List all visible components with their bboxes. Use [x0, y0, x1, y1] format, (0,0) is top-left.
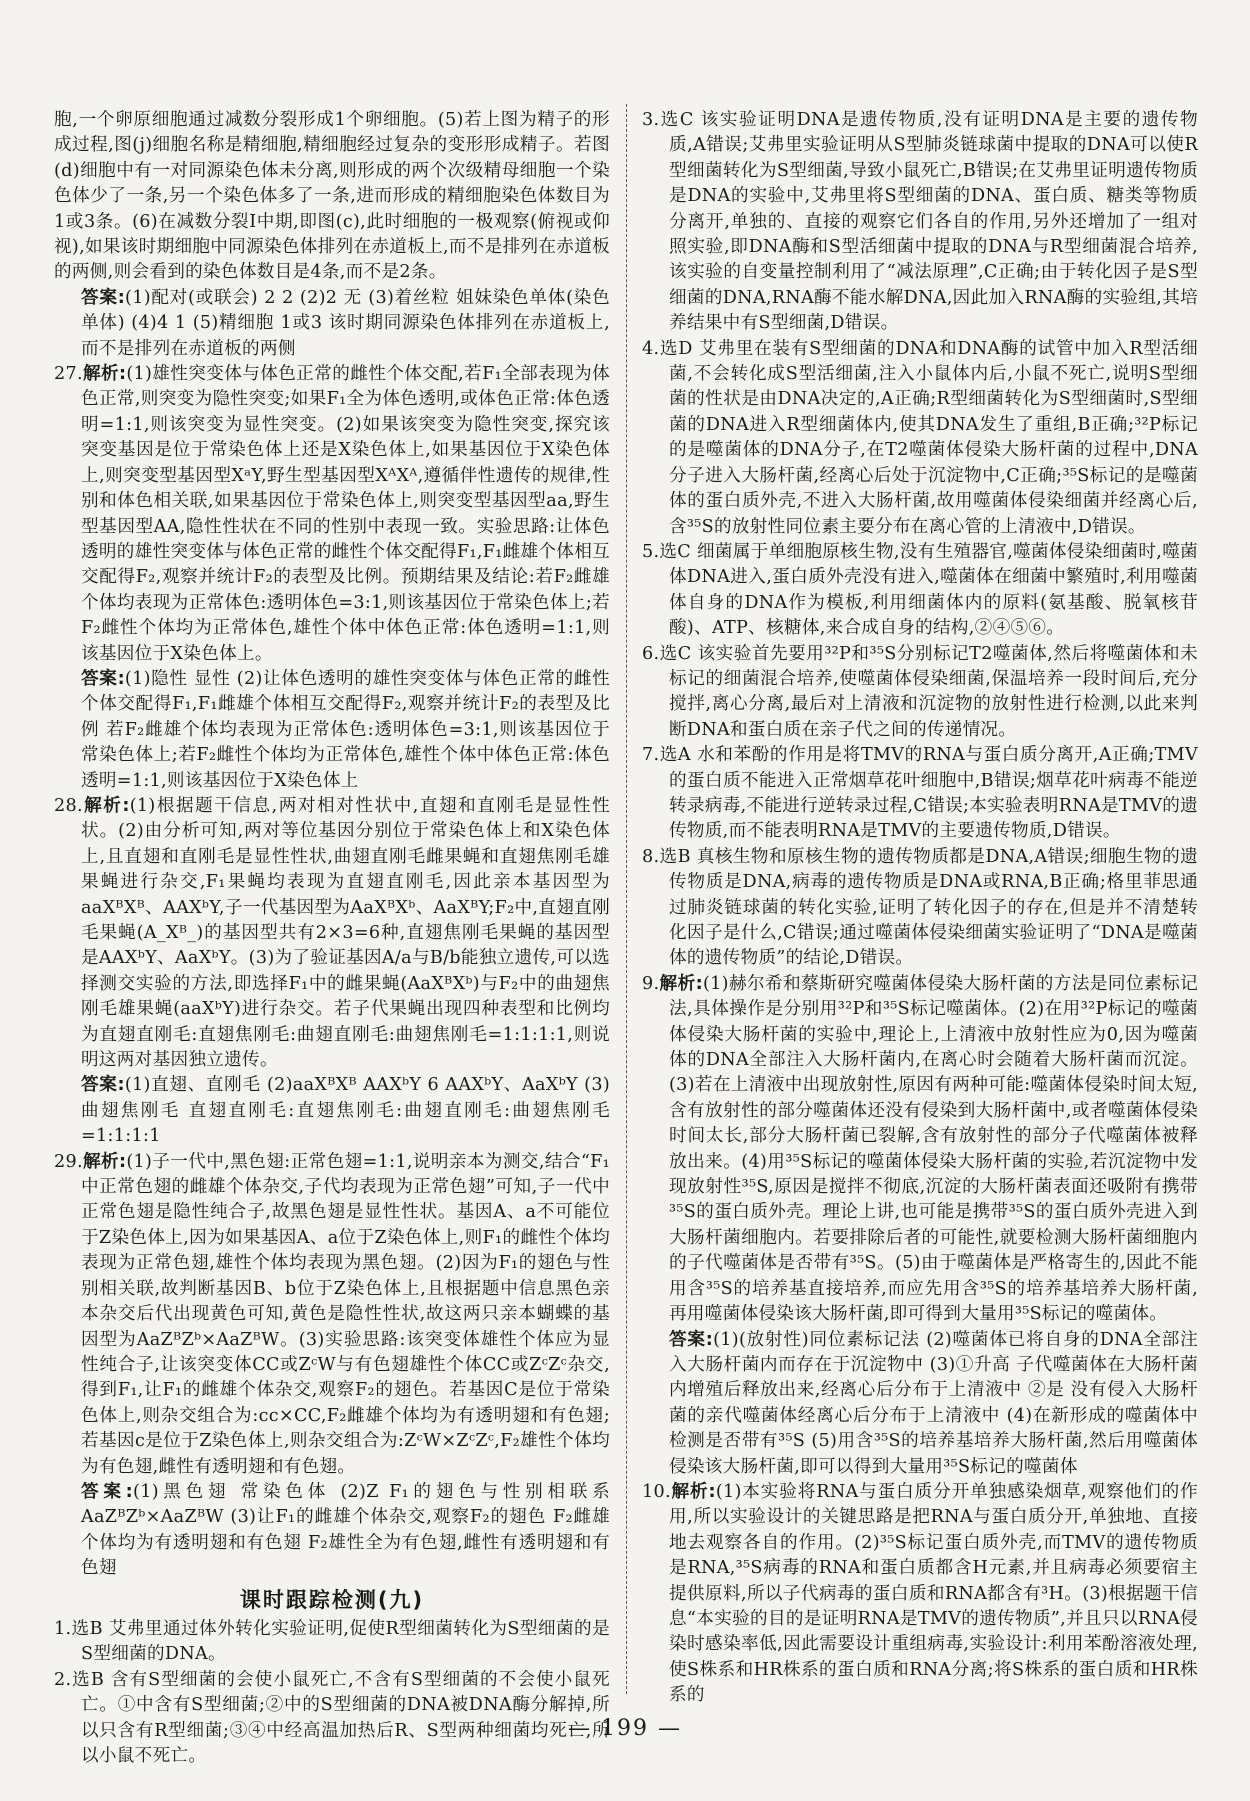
q29-answer: 答案:(1)黑色翅 常染色体 (2)Z F₁的翅色与性别相联系 AaZᴮZᵇ×AaZᴮW (3)让F₁的雌雄个体杂交,观察F₂的翅色 F₂雌雄个体均为有透明翅和有色翅 F₂雄性全为有色翅,雌性有透明翅和有色翅: [81, 1481, 611, 1579]
q29-analysis: 29.解析:(1)子一代中,黑色翅:正常色翅=1:1,说明亲本为测交,结合“F₁中正常色翅的雌雄个体杂交,子代均表现为正常色翅”可知,子一代中正常色翅是隐性纯合子,故黑色翅是显性性状。基因A、a不可能位于Z染色体上,因为如果基因A、a位于Z染色体上,则F₁的雌性个体均表现为正常色翅,雄性个体均表现为黑色翅。(2)因为F₁的翅色与性别相关联,故判断基因B、b位于Z染色体上,且根据题中信息黑色亲本杂交后代出现黄色可知,黄色是隐性性状,故这两只亲本蝴蝶的基因型为AaZᴮZᵇ×AaZᴮW。(3)实验思路:该突变体雄性个体应为显性纯合子,让该突变体CC或ZᶜW与有色翅雄性个体CC或ZᶜZᶜ杂交,得到F₁,让F₁的雌雄个体杂交,观察F₂的翅色。若基因C是位于常染色体上,则杂交组合为:cc×CC,F₂雌雄个体均为有透明翅和有色翅;若基因c是位于Z染色体上,则杂交组合为:ZᶜW×ZᶜZᶜ,F₂雄性个体均为有色翅,雌性有透明翅和有色翅。: [54, 1151, 611, 1477]
q27-answer: 答案:(1)隐性 显性 (2)让体色透明的雄性突变体与体色正常的雌性个体交配得F₁,F₁雌雄个体相互交配得F₂,观察并统计F₂的表型及比例 若F₂雌雄个体均表现为正常体色:透明体色=3:1,则该基因位于常染色体上;若F₂雌性个体均为正常体色,雄性个体中体色正常:体色透明=1:1,则该基因位于X染色体上: [81, 668, 610, 791]
analysis-label: 解析:: [659, 973, 703, 994]
s4-item: 4.选D 艾弗里在装有S型细菌的DNA和DNA酶的试管中加入R型活细菌,不会转化成S型活细菌,注入小鼠体内后,小鼠不死亡,说明S型细菌的性状是由DNA决定的,A正确;R型细菌转化为S型细菌时,S型细菌的DNA进入R型细菌体内,使其DNA发生了重组,B正确;³²P标记的是噬菌体的DNA分子,在T2噬菌体侵染大肠杆菌的过程中,DNA分子进入大肠杆菌,经离心后处于沉淀物中,C正确;³⁵S标记的是噬菌体的蛋白质外壳,不进入大肠杆菌,故用噬菌体侵染细菌并经离心后,含³⁵S的放射性同位素主要分布在离心管的上清液中,D错误。: [642, 338, 1198, 537]
s6-item: 6.选C 该实验首先要用³²P和³⁵S分别标记T2噬菌体,然后将噬菌体和未标记的细菌混合培养,使噬菌体侵染细菌,保温培养一段时间后,充分搅拌,离心分离,最后对上清液和沉淀物的放射性进行检测,以此来判断DNA和蛋白质在亲子代之间的传递情况。: [642, 643, 1198, 740]
left-column: [54, 108, 610, 1769]
answer-label: 答案:: [81, 668, 125, 689]
column-divider: [626, 104, 627, 1694]
right-column: [642, 108, 1198, 1709]
analysis-label: 解析:: [82, 795, 130, 816]
q27-analysis: 27.解析:(1)雄性突变体与体色正常的雌性个体交配,若F₁全部表现为体色正常,则突变为隐性突变;如果F₁全为体色透明,或体色正常:体色透明=1:1,则该突变为显性突变。(2)如果该突变为隐性突变,探究该突变基因是位于常染色体上还是X染色体上,如果基因位于X染色体上,则突变型基因型XᵃY,野生型基因型XᴬXᴬ,遵循伴性遗传的规律,性别和体色相关联,如果基因位于常染色体上,则突变型基因型aa,野生型基因型AA,隐性性状在不同的性别中表现一致。实验思路:让体色透明的雄性突变体与体色正常的雌性个体交配得F₁,F₁雌雄个体相互交配得F₂,观察并统计F₂的表型及比例。预期结果及结论:若F₂雌雄个体均表现为正常体色:透明体色=3:1,则该基因位于常染色体上;若F₂雌性个体均为正常体色,雄性个体中体色正常:体色透明=1:1,则该基因位于X染色体上。: [54, 364, 611, 664]
answer-label: 答案:: [81, 1481, 134, 1502]
s8-item: 8.选B 真核生物和原核生物的遗传物质都是DNA,A错误;细胞生物的遗传物质是DNA,病毒的遗传物质是DNA或RNA,B正确;格里菲思通过肺炎链球菌的转化实验,证明了转化因子的存在,但是并不清楚转化因子是什么,C错误;通过噬菌体侵染细菌实验证明了“DNA是噬菌体的遗传物质”的结论,D错误。: [642, 846, 1198, 969]
answer-label: 答案:: [669, 1329, 714, 1350]
s9-answer: 答案:(1)(放射性)同位素标记法 (2)噬菌体已将自身的DNA全部注入大肠杆菌内而存在于沉淀物中 (3)①升高 子代噬菌体在大肠杆菌内增殖后释放出来,经离心后分布于上清液中 ②是 没有侵入大肠杆菌的亲代噬菌体经离心后分布于上清液中 (4)在新形成的噬菌体中检测是否带有³⁵S (5)用含³⁵S的培养基培养大肠杆菌,然后用噬菌体侵染该大肠杆菌,即可以得到大量用³⁵S标记的噬菌体: [669, 1329, 1198, 1477]
s5-item: 5.选C 细菌属于单细胞原核生物,没有生殖器官,噬菌体侵染细菌时,噬菌体DNA进入,蛋白质外壳没有进入,噬菌体在细菌中繁殖时,利用噬菌体自身的DNA作为模板,利用细菌体内的原料(氨基酸、脱氧核苷酸)、ATP、核糖体,来合成自身的结构,②④⑤⑥。: [642, 541, 1198, 639]
s10-analysis: 10.解析:(1)本实验将RNA与蛋白质分开单独感染烟草,观察他们的作用,所以实验设计的关键思路是把RNA与蛋白质分开,单独地、直接地去观察各自的作用。(2)³⁵S标记蛋白质外壳,而TMV的遗传物质是RNA,³⁵S病毒的RNA和蛋白质都含H元素,并且病毒必须要宿主提供原料,所以子代病毒的蛋白质和RNA都含有³H。(3)根据题干信息“本实验的目的是证明RNA是TMV的遗传物质”,并且只以RNA侵染时感染率低,因此需要设计重组病毒,实验设计:利用苯酚溶液处理,使S株系和HR株系的蛋白质和RNA分离;将S株系的蛋白质和HR株系的: [642, 1481, 1198, 1706]
s9-analysis: 9.解析:(1)赫尔希和蔡斯研究噬菌体侵染大肠杆菌的方法是同位素标记法,具体操作是分别用³²P和³⁵S标记噬菌体。(2)在用³²P标记的噬菌体侵染大肠杆菌的实验中,理论上,上清液中放射性应为0,因为噬菌体的DNA全部注入大肠杆菌内,在离心时会随着大肠杆菌而沉淀。(3)若在上清液中出现放射性,原因有两种可能:噬菌体侵染时间太短,含有放射性的部分噬菌体还没有侵染到大肠杆菌中,或者噬菌体侵染时间太长,部分大肠杆菌已裂解,含有放射性的部分子代噬菌体被释放出来。(4)用³⁵S标记的噬菌体侵染大肠杆菌的实验,若沉淀物中发现放射性³⁵S,原因是搅拌不彻底,沉淀的大肠杆菌表面还吸附有携带³⁵S的蛋白质外壳。理论上讲,也可能是携带³⁵S的蛋白质外壳进入到大肠杆菌细胞内。若要排除后者的可能性,就要检测大肠杆菌细胞内的子代噬菌体是否带有³⁵S。(5)由于噬菌体是严格寄生的,因此不能用含³⁵S的培养基直接培养,而应先用含³⁵S的培养基培养大肠杆菌,再用噬菌体侵染该大肠杆菌,即可得到大量用³⁵S标记的噬菌体。: [642, 973, 1199, 1325]
q26-answer: 答案:(1)配对(或联会) 2 2 (2)2 无 (3)着丝粒 姐妹染色单体(染色单体) (4)4 1 (5)精细胞 1或3 该时期同源染色体排列在赤道板上,而不是排列在赤道板的两侧: [81, 287, 610, 359]
q28-answer: 答案:(1)直翅、直刚毛 (2)aaXᴮXᴮ AAXᵇY 6 AAXᵇY、AaXᵇY (3)曲翅焦刚毛 直翅直刚毛:直翅焦刚毛:曲翅直刚毛:曲翅焦刚毛=1:1:1:1: [81, 1075, 611, 1147]
answer-label: 答案:: [81, 1075, 125, 1096]
s1-item: 1.选B 艾弗里通过体外转化实验证明,促使R型细菌转化为S型细菌的是S型细菌的DNA。: [54, 1618, 610, 1665]
s2-item: 2.选B 含有S型细菌的会使小鼠死亡,不含有S型细菌的不会使小鼠死亡。①中含有S型细菌;②中的S型细菌的DNA被DNA酶分解掉,所以只含有R型细菌;③④中经高温加热后R、S型两种细菌均死亡,所以小鼠不死亡。: [54, 1669, 610, 1766]
analysis-label: 解析:: [670, 1481, 716, 1502]
page-number: — 199 —: [568, 1716, 682, 1741]
analysis-label: 解析:: [82, 364, 127, 385]
section-title: 课时跟踪检测(九): [239, 1587, 425, 1612]
s3-item: 3.选C 该实验证明DNA是遗传物质,没有证明DNA是主要的遗传物质,A错误;艾弗里实验证明从S型肺炎链球菌中提取的DNA可以使R型细菌转化为S型细菌,导致小鼠死亡,B错误;在艾弗里证明遗传物质是DNA的实验中,艾弗里将S型细菌的DNA、蛋白质、糖类等物质分离开,单独的、直接的观察它们各自的作用,另外还增加了一组对照实验,即DNA酶和S型活细菌中提取的DNA与R型细菌混合培养,该实验的自变量控制利用了“减法原理”,C正确;由于转化因子是S型细菌的DNA,RNA酶不能水解DNA,因此加入RNA酶的实验组,其培养结果中有S型细菌,D错误。: [642, 110, 1198, 334]
s7-item: 7.选A 水和苯酚的作用是将TMV的RNA与蛋白质分离开,A正确;TMV的蛋白质不能进入正常烟草花叶细胞中,B错误;烟草花叶病毒不能逆转录病毒,不能进行逆转录过程,C错误;本实验表明RNA是TMV的遗传物质,而不能表明RNA是TMV的主要遗传物质,D错误。: [642, 745, 1198, 842]
answer-label: 答案:: [81, 287, 126, 308]
q28-analysis: 28.解析:(1)根据题干信息,两对相对性状中,直翅和直刚毛是显性性状。(2)由分析可知,两对等位基因分别位于常染色体上和X染色体上,且直翅和直刚毛是显性性状,曲翅直刚毛雌果蝇和直翅焦刚毛雄果蝇进行杂交,F₁果蝇均表现为直翅直刚毛,因此亲本基因型为aaXᴮXᴮ、AAXᵇY,子一代基因型为AaXᴮXᵇ、AaXᴮY;F₂中,直翅直刚毛果蝇(A_Xᴮ_)的基因型共有2×3=6种,直翅焦刚毛果蝇的基因型是AAXᵇY、AaXᵇY。(3)为了验证基因A/a与B/b能独立遗传,可以选择测交实验的方法,即选择F₁中的雌果蝇(AaXᴮXᵇ)与F₂中的曲翅焦刚毛雄果蝇(aaXᵇY)进行杂交。若子代果蝇出现四种表型和比例均为直翅直刚毛:直翅焦刚毛:曲翅直刚毛:曲翅焦刚毛=1:1:1:1,则说明这两对基因独立遗传。: [54, 795, 610, 1071]
analysis-label: 解析:: [82, 1151, 127, 1172]
q26-continuation: 胞,一个卵原细胞通过减数分裂形成1个卵细胞。(5)若上图为精子的形成过程,图(j)细胞名称是精细胞,精细胞经过复杂的变形形成精子。若图(d)细胞中有一对同源染色体未分离,则形成的两个次级精母细胞一个染色体少了一条,另一个染色体多了一条,进而形成的精细胞染色体数目为1或3条。(6)在减数分裂Ⅰ中期,即图(c),此时细胞的一极观察(俯视或仰视),如果该时期细胞中同源染色体排列在赤道板上,而不是排列在赤道板的两侧,则会看到的染色体数目是4条,而不是2条。: [54, 110, 610, 283]
